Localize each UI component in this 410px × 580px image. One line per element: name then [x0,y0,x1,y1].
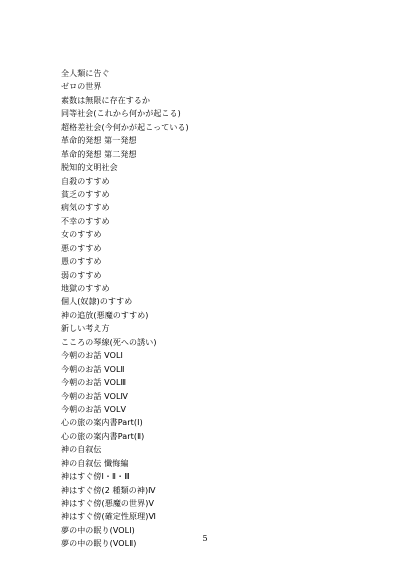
toc-entry: 自殺のすすめ [61,176,110,186]
toc-entry: 神の追放(悪魔のすすめ) [61,310,149,320]
toc-entry: 夢の中の眠り(VOLⅠ) [61,525,135,535]
toc-entry: 革命的発想 第二発想 [61,149,137,159]
toc-entry: 今朝のお話 VOLⅣ [61,391,129,401]
toc-entry: 愚のすすめ [61,257,102,267]
toc-entry: 今朝のお話 VOLⅠ [61,351,123,361]
toc-entry: 素数は無限に存在するか [61,95,151,105]
toc-entry: 革命的発想 第一発想 [61,136,137,146]
toc-entry: 神の自叙伝 [61,445,102,455]
toc-entry: 今朝のお話 VOLⅡ [61,364,125,374]
toc-entry: 新しい考え方 [61,324,110,334]
toc-entry: 病気のすすめ [61,203,110,213]
toc-entry: 同等社会(これから何かが起こる) [61,109,181,119]
table-of-contents [61,67,189,551]
toc-entry: 悪のすすめ [61,243,102,253]
toc-entry: 心の旅の案内書Part(Ⅰ) [61,418,143,428]
toc-entry: ゼロの世界 [61,82,102,92]
toc-entry: 不幸のすすめ [61,216,110,226]
toc-entry: 神はすぐ傍(悪魔の世界)Ⅴ [61,499,155,508]
toc-entry: 全人類に告ぐ [61,69,110,78]
toc-entry: 女のすすめ [61,230,102,240]
toc-entry: 神の自叙伝 懺悔編 [61,458,129,468]
toc-entry: 弱のすすめ [61,270,102,280]
toc-entry: 神はすぐ傍(確定性原理)Ⅵ [61,512,156,522]
toc-entry: 心の旅の案内書Part(Ⅱ) [61,431,145,441]
toc-entry: 今朝のお話 VOLⅤ [61,404,127,414]
toc-entry: 個人(奴隷)のすすめ [61,297,133,307]
toc-entry: 超格差社会(今何かが起こっている) [61,122,189,132]
toc-entry: 貧乏のすすめ [61,189,110,199]
toc-entry: 地獄のすすめ [61,284,110,293]
page-number: 5 [202,534,208,543]
toc-entry: 夢の中の眠り(VOLⅡ) [61,539,137,549]
toc-entry: 神はすぐ傍(2 種類の神)Ⅳ [61,485,156,495]
toc-entry: 脱知的文明社会 [61,163,118,173]
toc-entry: こころの琴線(死への誘い) [61,337,157,347]
toc-entry: 今朝のお話 VOLⅢ [61,378,127,388]
toc-entry: 神はすぐ傍Ⅰ・Ⅱ・Ⅲ [61,472,130,482]
